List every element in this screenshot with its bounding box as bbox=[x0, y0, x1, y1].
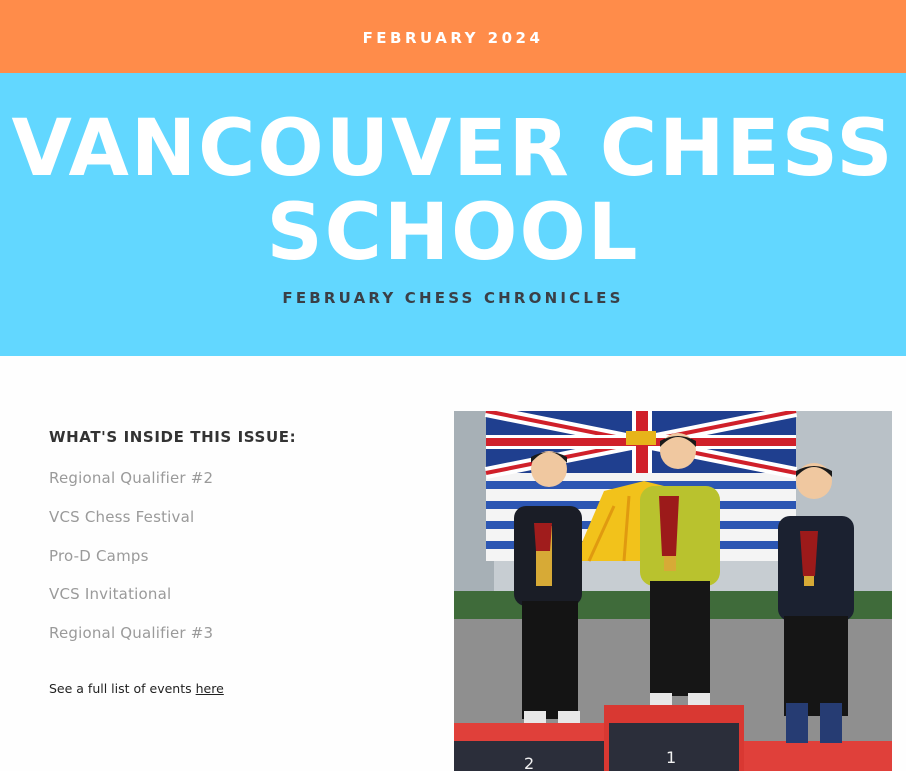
title-line-1: VANCOUVER CHESS bbox=[11, 104, 895, 194]
podium-label-second: 2 bbox=[524, 754, 535, 771]
inside-heading: WHAT'S INSIDE THIS ISSUE: bbox=[49, 428, 297, 446]
hero-header bbox=[0, 73, 906, 356]
contents-item: VCS Invitational bbox=[49, 585, 172, 604]
events-link[interactable]: here bbox=[195, 681, 224, 696]
contents-item: Regional Qualifier #2 bbox=[49, 469, 214, 487]
photo-illustration bbox=[454, 411, 892, 771]
newsletter-title bbox=[0, 104, 906, 278]
contents-item: Regional Qualifier #3 bbox=[49, 624, 214, 643]
contents-list bbox=[49, 469, 213, 663]
top-banner bbox=[0, 0, 906, 73]
issue-date: FEBRUARY 2024 bbox=[362, 29, 544, 47]
winners-photo bbox=[454, 411, 892, 771]
newsletter-subtitle: FEBRUARY CHESS CHRONICLES bbox=[282, 289, 624, 307]
podium-label-first: 1 bbox=[666, 748, 677, 767]
events-text: See a full list of events bbox=[49, 681, 192, 696]
title-line-2: SCHOOL bbox=[266, 188, 640, 278]
events-line bbox=[49, 681, 224, 696]
contents-item: VCS Chess Festival bbox=[49, 507, 195, 526]
contents-item: Pro-D Camps bbox=[49, 546, 149, 565]
